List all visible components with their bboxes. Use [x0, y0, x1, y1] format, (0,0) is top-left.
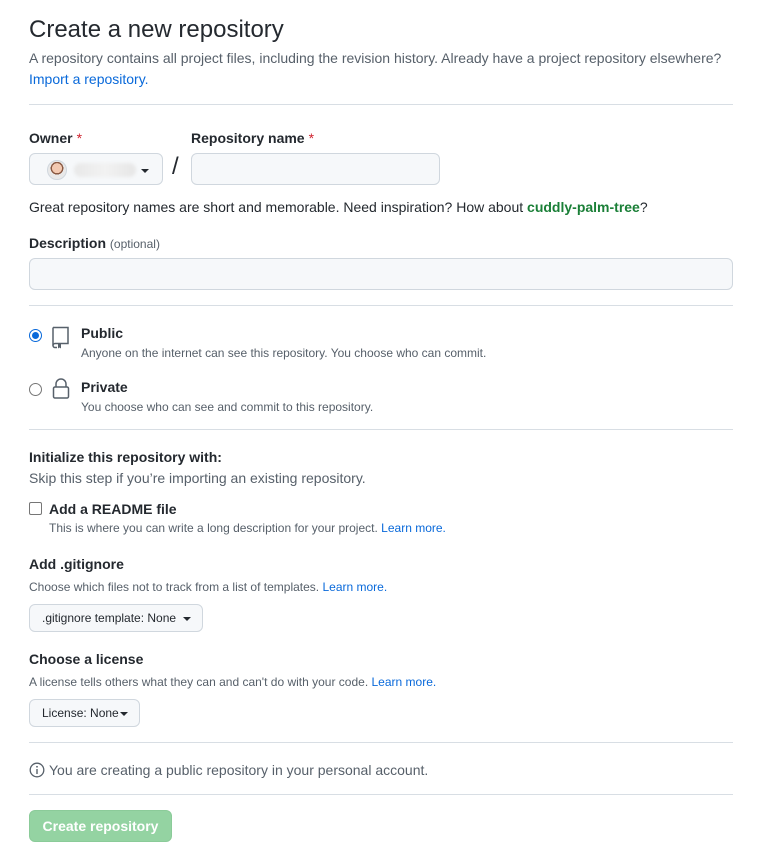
- visibility-private-title: Private: [81, 379, 128, 395]
- license-learn-more-link[interactable]: Learn more.: [371, 675, 437, 689]
- license-select-label: License: None: [42, 706, 119, 720]
- subtitle-text: A repository contains all project files, including the revision history. Already have a project repository elsewhere?: [29, 50, 722, 66]
- owner-repo-separator: /: [172, 153, 179, 180]
- repository-name-label: [191, 130, 314, 146]
- visibility-public-radio[interactable]: [29, 329, 42, 342]
- readme-checkbox[interactable]: [29, 502, 42, 515]
- inspiration-text: Great repository names are short and memorable. Need inspiration? How about: [29, 199, 528, 215]
- create-repository-button[interactable]: Create repository: [29, 810, 172, 842]
- avatar: [47, 160, 67, 180]
- description-label-text: Description: [29, 235, 107, 251]
- info-icon: [29, 762, 45, 778]
- readme-learn-more-link[interactable]: Learn more.: [381, 521, 446, 535]
- visibility-public-title: Public: [81, 325, 124, 341]
- visibility-public-description: Anyone on the internet can see this repository. You choose who can commit.: [81, 346, 487, 360]
- owner-label-text: Owner: [29, 130, 73, 146]
- license-select[interactable]: [29, 699, 140, 727]
- page-subtitle: [29, 48, 739, 90]
- lock-icon: [51, 377, 71, 401]
- import-repository-link[interactable]: Import a repository.: [29, 71, 149, 87]
- gitignore-description-text: Choose which files not to track from a list of templates.: [29, 580, 320, 594]
- divider: [29, 104, 733, 105]
- gitignore-description: [29, 580, 387, 594]
- initialize-subtext: Skip this step if you’re importing an existing repository.: [29, 470, 366, 486]
- license-description: [29, 675, 436, 689]
- visibility-private-radio[interactable]: [29, 383, 42, 396]
- owner-name-redacted: [74, 163, 136, 177]
- gitignore-template-select[interactable]: [29, 604, 203, 632]
- gitignore-select-label: .gitignore template: None: [42, 611, 177, 625]
- divider: [29, 305, 733, 306]
- repository-name-label-text: Repository name: [191, 130, 305, 146]
- chevron-down-icon: [141, 169, 149, 173]
- readme-description: [49, 521, 446, 535]
- divider: [29, 429, 733, 430]
- repo-icon: [50, 325, 72, 349]
- optional-hint: (optional): [109, 237, 160, 251]
- owner-label: [29, 130, 82, 146]
- description-input[interactable]: [29, 258, 733, 290]
- gitignore-title: Add .gitignore: [29, 556, 124, 572]
- visibility-private-description: You choose who can see and commit to this repository.: [81, 400, 374, 414]
- chevron-down-icon: [120, 712, 128, 716]
- description-label: [29, 235, 160, 251]
- readme-title: Add a README file: [49, 501, 177, 517]
- public-repository-notice: You are creating a public repository in your personal account.: [49, 762, 429, 778]
- initialize-heading: Initialize this repository with:: [29, 449, 222, 465]
- readme-description-text: This is where you can write a long description for your project.: [49, 521, 378, 535]
- owner-select[interactable]: [29, 153, 163, 185]
- divider: [29, 794, 733, 795]
- page-title: Create a new repository: [29, 16, 284, 43]
- name-suggestion-link[interactable]: cuddly-palm-tree: [527, 199, 640, 215]
- gitignore-learn-more-link[interactable]: Learn more.: [322, 580, 388, 594]
- license-description-text: A license tells others what they can and can't do with your code.: [29, 675, 369, 689]
- divider: [29, 742, 733, 743]
- license-title: Choose a license: [29, 651, 144, 667]
- name-inspiration: [29, 199, 648, 215]
- inspiration-suffix: ?: [639, 199, 648, 215]
- required-mark: *: [308, 130, 315, 146]
- required-mark: *: [76, 130, 83, 146]
- chevron-down-icon: [183, 617, 191, 621]
- repository-name-input[interactable]: [191, 153, 440, 185]
